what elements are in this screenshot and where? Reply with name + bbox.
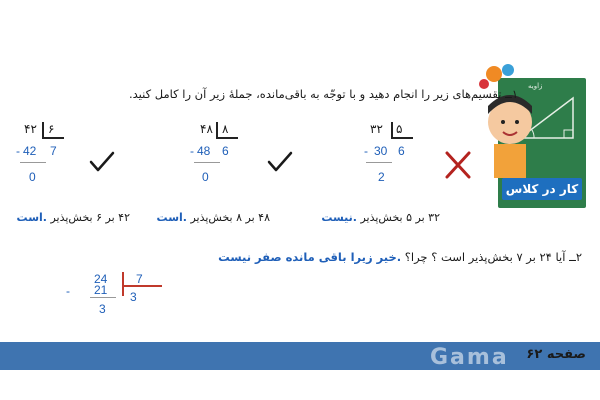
minus-sign: - <box>16 144 20 158</box>
divisor: ۶ <box>48 122 55 136</box>
footer-bar <box>0 342 600 370</box>
question-2-answer: .خیر زیرا باقی مانده صفر نیست <box>218 250 402 264</box>
minus-sign: - <box>190 144 194 158</box>
caption-3-text: ۴۲ بر ۶ بخش‌پذیر <box>50 211 130 224</box>
division-24-by-7 <box>66 272 166 322</box>
divisor: 7 <box>136 272 143 286</box>
caption-2-text: ۴۸ بر ۸ بخش‌پذیر <box>190 211 270 224</box>
remainder: 0 <box>202 170 209 184</box>
wrong-mark-icon <box>444 150 472 180</box>
quotient: 3 <box>130 290 137 304</box>
caption-1-answer: .نیست <box>321 211 357 224</box>
dividend: 24 <box>94 272 108 286</box>
dividend: ۳۲ <box>370 122 383 136</box>
remainder: 3 <box>99 302 106 316</box>
question-1-text: ۱ــ تقسیم‌های زیر را انجام دهید و با توجّه به باقی‌مانده، جملهٔ زیر آن را کامل کنید. <box>128 87 518 101</box>
question-2-text: ۲ــ آیا ۲۴ بر ۷ بخش‌پذیر است ؟ چرا؟ <box>404 250 582 264</box>
division-32-by-5 <box>360 120 420 190</box>
caption-2 <box>157 211 270 224</box>
minus-sign: - <box>364 144 368 158</box>
minus-sign: - <box>66 284 70 298</box>
quotient: 6 <box>222 144 229 158</box>
caption-1-text: ۳۲ بر ۵ بخش‌پذیر <box>360 211 440 224</box>
quotient: 7 <box>50 144 57 158</box>
student-illustration <box>470 62 543 182</box>
divisor: ۸ <box>222 122 229 136</box>
board-text: زاویه <box>528 82 543 90</box>
subtrahend: 21 <box>94 283 108 297</box>
watermark: Gama <box>430 345 509 370</box>
question-2 <box>218 250 582 264</box>
caption-1 <box>321 211 440 224</box>
division-42-by-6 <box>16 120 80 190</box>
dividend: ۴۲ <box>24 122 37 136</box>
remainder: 0 <box>29 170 36 184</box>
dividend: ۴۸ <box>200 122 213 136</box>
check-mark-icon <box>266 150 294 174</box>
subtrahend: 30 <box>374 144 388 158</box>
division-48-by-8 <box>192 120 252 190</box>
caption-3-answer: .است <box>16 211 47 224</box>
caption-2-answer: .است <box>156 211 187 224</box>
remainder: 2 <box>378 170 385 184</box>
class-work-badge: کار در کلاس <box>502 178 582 200</box>
subtrahend: 48 <box>197 144 211 158</box>
subtrahend: 42 <box>23 144 37 158</box>
page-number: صفحه ۶۲ <box>526 347 586 362</box>
divisor: ۵ <box>396 122 403 136</box>
quotient: 6 <box>398 144 405 158</box>
check-mark-icon <box>88 150 116 174</box>
caption-3 <box>17 211 130 224</box>
